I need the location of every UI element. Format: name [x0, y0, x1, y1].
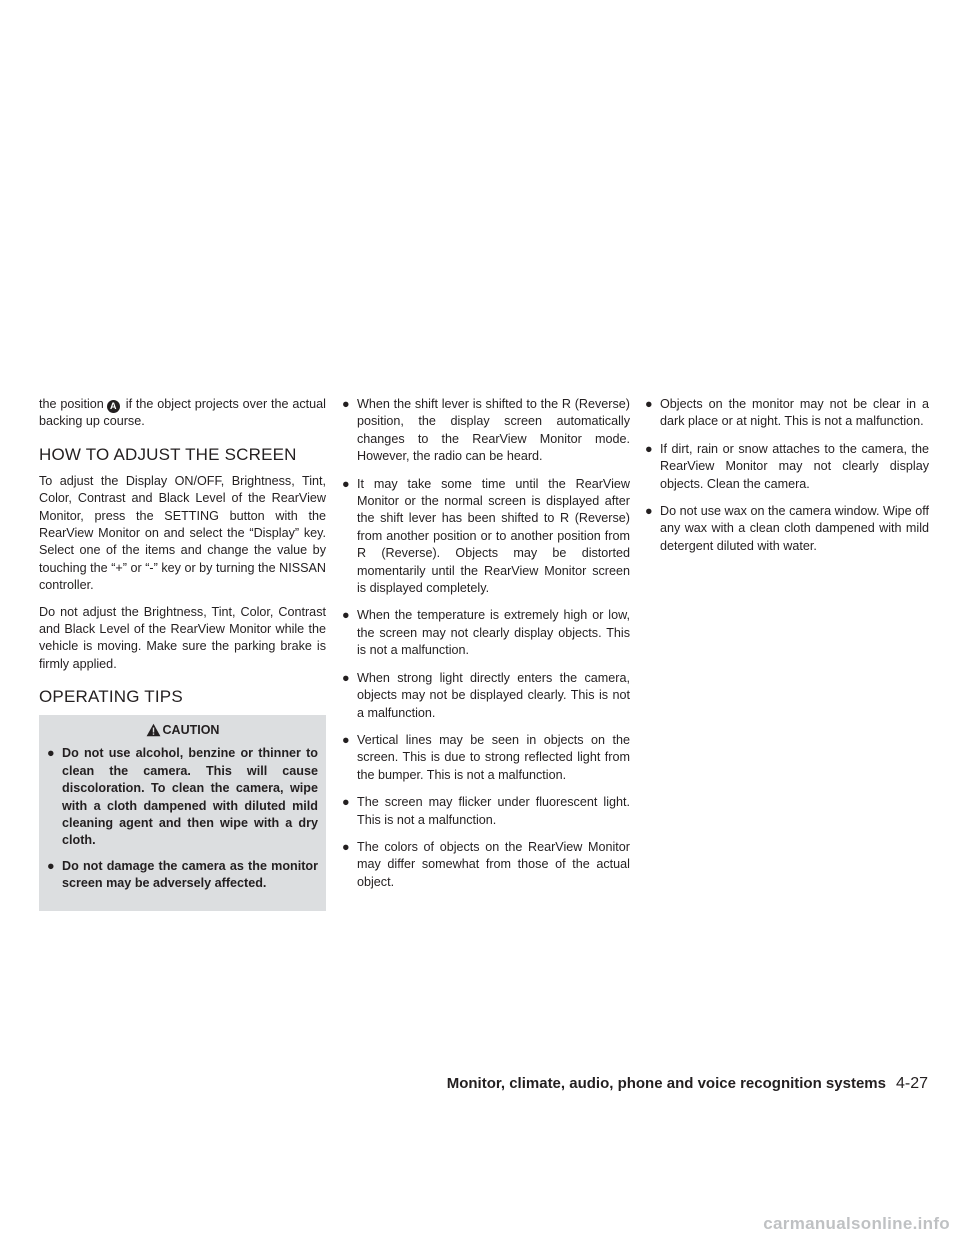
bullet-icon: ● [342, 670, 350, 685]
column-middle [342, 396, 630, 901]
bullet-icon: ● [342, 839, 350, 854]
list-item [342, 476, 630, 598]
page-footer [447, 1075, 928, 1093]
caution-item-text: Do not use alcohol, benzine or thinner to clean the camera. This will cause discoloration. To clean the camera, wipe with a cloth dampened with diluted mild cleaning agent and then wipe with a dry cloth. [62, 746, 318, 848]
column-right [645, 396, 929, 565]
caution-title [47, 721, 318, 739]
list-item [342, 839, 630, 891]
watermark: carmanualsonline.info [763, 1214, 950, 1233]
warning-icon [146, 723, 161, 737]
list-item-text: Vertical lines may be seen in objects on the screen. This is due to strong reflected light from the bumper. This is not a malfunction. [357, 732, 630, 782]
caution-item [47, 858, 318, 893]
column-left [39, 396, 326, 911]
bullet-icon: ● [645, 504, 653, 519]
intro-paragraph [39, 396, 326, 431]
bullet-icon: ● [342, 397, 350, 411]
adjust-paragraph-1: To adjust the Display ON/OFF, Brightness, Tint, Color, Contrast and Black Level of the RearView Monitor, press the SETTING button with the RearView Monitor on and select the “Display” key. Select one of the items and change the value by touching the “+” or “-” key or by turning the NISSAN controller. [39, 473, 326, 593]
intro-after: if the object projects over the actual backing up course. [39, 397, 326, 429]
bullet-icon: ● [342, 608, 350, 623]
bullet-icon: ● [47, 858, 55, 873]
caution-item [47, 745, 318, 849]
caution-box [39, 715, 326, 910]
bullet-icon: ● [342, 732, 350, 747]
callout-a-marker: A [107, 400, 120, 413]
list-item [342, 794, 630, 829]
bullet-icon: ● [645, 441, 653, 456]
list-item-text: Objects on the monitor may not be clear in a dark place or at night. This is not a malfunction. [660, 397, 929, 429]
bullet-icon: ● [645, 397, 653, 411]
list-item-text: When the temperature is extremely high or low, the screen may not clearly display objects. This is not a malfunction. [357, 608, 630, 658]
adjust-paragraph-2: Do not adjust the Brightness, Tint, Color, Contrast and Black Level of the RearView Monitor while the vehicle is moving. Make sure the parking brake is firmly applied. [39, 604, 326, 671]
heading-operating-tips: OPERATING TIPS [39, 687, 183, 707]
list-item [645, 396, 929, 431]
list-item-text: It may take some time until the RearView Monitor or the normal screen is displayed after the shift lever has been shifted to R (Reverse) from another position or to another position from R (Reverse). Objects may be distorted momentarily until the RearView Monitor screen is displayed completely. [357, 476, 630, 596]
footer-section-title: Monitor, climate, audio, phone and voice recognition systems [446, 1075, 886, 1092]
list-item-text: The colors of objects on the RearView Monitor may differ somewhat from those of the actual object. [357, 839, 630, 889]
caution-title-text: CAUTION [162, 723, 220, 738]
list-item-text: The screen may flicker under fluorescent light. This is not a malfunction. [357, 795, 630, 827]
heading-adjust-screen: HOW TO ADJUST THE SCREEN [39, 444, 297, 464]
list-item-text: If dirt, rain or snow attaches to the camera, the RearView Monitor may not clearly display objects. Clean the camera. [660, 441, 929, 491]
page-number: 4-27 [895, 1075, 928, 1092]
list-item-text: Do not use wax on the camera window. Wipe off any wax with a clean cloth dampened with mild detergent diluted with water. [660, 504, 929, 553]
list-item [342, 396, 630, 466]
bullet-icon: ● [342, 795, 350, 810]
list-item [342, 607, 630, 659]
list-item [645, 503, 929, 555]
list-item-text: When the shift lever is shifted to the R (Reverse) position, the display screen automatically changes to the RearView Monitor mode. However, the radio can be heard. [357, 397, 630, 464]
list-item [342, 670, 630, 722]
list-item [645, 441, 929, 493]
list-item-text: When strong light directly enters the camera, objects may not be displayed clearly. This is not a malfunction. [357, 670, 630, 720]
bullet-icon: ● [342, 476, 350, 491]
intro-before: the position [39, 397, 104, 411]
list-item [342, 732, 630, 784]
bullet-icon: ● [47, 746, 55, 761]
caution-item-text: Do not damage the camera as the monitor screen may be adversely affected. [62, 858, 318, 891]
